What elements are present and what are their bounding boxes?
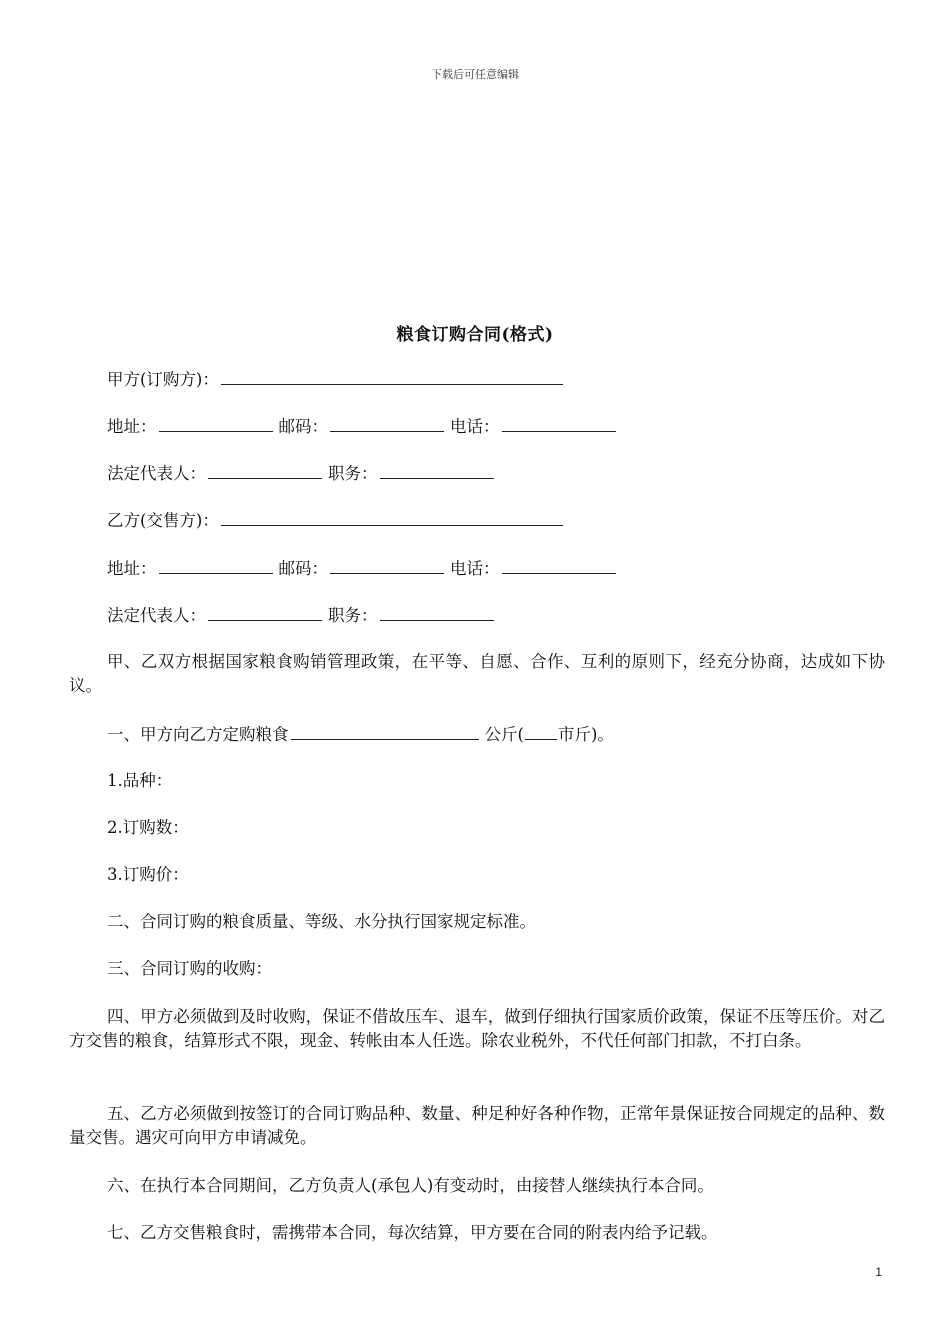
item-price: 3.订购价： <box>107 865 189 884</box>
party-a-phone-blank[interactable] <box>502 414 616 432</box>
party-a-line <box>107 367 569 392</box>
clause-4: 四、甲方必须做到及时收购，保证不借故压车、退车，做到仔细执行国家质价政策，保证不压等压价。对乙方交售的粮食，结算形式不限，现金、转帐由本人任选。除农业税外，不代任何部门扣款，不打白条。 <box>69 1007 885 1050</box>
page-number: 1 <box>875 1265 882 1279</box>
party-a-postcode-label: 邮码： <box>278 417 328 436</box>
clause-1 <box>107 722 614 747</box>
party-a-blank[interactable] <box>221 367 563 385</box>
party-b-rep-line <box>107 603 500 628</box>
party-b-postcode-blank[interactable] <box>330 556 444 574</box>
party-a-address-blank[interactable] <box>159 414 273 432</box>
clause-5: 五、乙方必须做到按签订的合同订购品种、数量、种足种好各种作物，正常年景保证按合同规定的品种、数量交售。遇灾可向甲方申请减免。 <box>69 1104 885 1147</box>
item-variety: 1.品种： <box>107 771 173 790</box>
document-title: 粮食订购合同(格式) <box>396 325 554 345</box>
intro-paragraph: 甲、乙双方根据国家粮食购销管理政策，在平等、自愿、合作、互利的原则下，经充分协商，达成如下协议。 <box>69 652 885 695</box>
party-a-address-label: 地址： <box>107 417 157 436</box>
jin-quantity-blank[interactable] <box>525 722 557 740</box>
party-a-phone-label: 电话： <box>450 417 500 436</box>
clause-3: 三、合同订购的收购： <box>107 959 272 978</box>
party-b-phone-label: 电话： <box>450 559 500 578</box>
party-b-rep-label: 法定代表人： <box>107 606 206 625</box>
party-a-rep-blank[interactable] <box>208 461 322 479</box>
party-b-address-label: 地址： <box>107 559 157 578</box>
party-b-contact-line <box>107 556 622 581</box>
party-b-position-label: 职务： <box>328 606 378 625</box>
party-a-rep-line <box>107 461 500 486</box>
party-b-address-blank[interactable] <box>159 556 273 574</box>
party-b-blank[interactable] <box>221 508 563 526</box>
party-b-rep-blank[interactable] <box>208 603 322 621</box>
party-b-phone-blank[interactable] <box>502 556 616 574</box>
party-b-line <box>107 508 569 533</box>
party-b-label: 乙方(交售方)： <box>107 511 219 530</box>
party-a-position-blank[interactable] <box>380 461 494 479</box>
party-b-position-blank[interactable] <box>380 603 494 621</box>
party-a-postcode-blank[interactable] <box>330 414 444 432</box>
clause-1-end: 市斤)。 <box>557 725 614 744</box>
party-a-contact-line <box>107 414 622 439</box>
clause-7: 七、乙方交售粮食时，需携带本合同，每次结算，甲方要在合同的附表内给予记载。 <box>107 1223 718 1242</box>
party-a-rep-label: 法定代表人： <box>107 464 206 483</box>
clause-6: 六、在执行本合同期间，乙方负责人(承包人)有变动时，由接替人继续执行本合同。 <box>107 1176 714 1195</box>
party-b-postcode-label: 邮码： <box>278 559 328 578</box>
header-note: 下载后可任意编辑 <box>431 68 519 81</box>
grain-quantity-blank[interactable] <box>291 722 479 740</box>
party-a-label: 甲方(订购方)： <box>107 370 219 389</box>
clause-1-unit: 公斤( <box>484 725 524 744</box>
party-a-position-label: 职务： <box>328 464 378 483</box>
item-quantity: 2.订购数： <box>107 818 189 837</box>
clause-2: 二、合同订购的粮食质量、等级、水分执行国家规定标准。 <box>107 912 536 931</box>
clause-1-text: 一、甲方向乙方定购粮食 <box>107 725 289 744</box>
